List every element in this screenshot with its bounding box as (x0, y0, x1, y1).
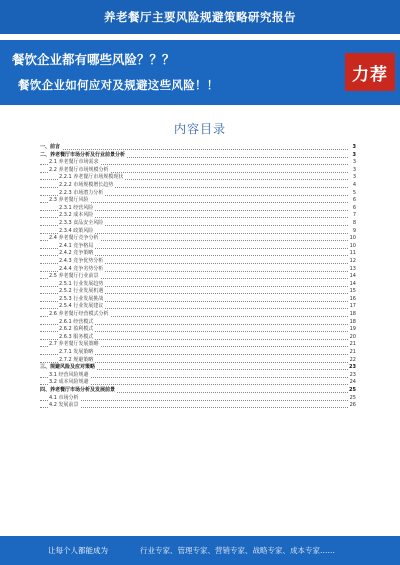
toc-entry-text: 2.2.1 养老餐厅市场规模现状 (59, 174, 124, 181)
toc-entry-text: 2.3.3 食品安全风险 (59, 219, 104, 226)
toc-entry[interactable] (40, 341, 356, 349)
toc-entry-page: 14 (349, 280, 356, 287)
toc-entry-page: 6 (352, 204, 356, 211)
toc-entry-page: 10 (349, 242, 356, 249)
toc-entry-text: 2.3 养老餐厅风险 (49, 197, 89, 204)
toc-leader (40, 407, 348, 408)
toc-entry-text: 2.5.1 行业发展趋势 (59, 280, 104, 287)
toc-entry-text: 一、前言 (40, 144, 61, 150)
toc-entry[interactable] (40, 288, 356, 296)
toc-entry-page: 22 (349, 356, 356, 363)
toc-leader (40, 400, 348, 401)
toc-entry-page: 7 (352, 212, 356, 219)
toc-entry-page: 11 (349, 250, 356, 257)
toc-entry-text: 2.2 养老餐厅市场规模分析 (49, 166, 109, 173)
toc-entry-page: 21 (349, 349, 356, 356)
toc-entry-text: 2.2.3 市场潜力分析 (59, 189, 104, 196)
toc-entry-page: 17 (349, 303, 356, 310)
toc-entry[interactable] (40, 326, 356, 334)
toc-entry-page: 3 (352, 174, 356, 181)
toc-entry-text: 2.4 养老餐厅竞争分析 (49, 235, 99, 242)
toc-entry-page: 4 (352, 181, 356, 188)
toc-entry[interactable] (40, 220, 356, 228)
toc-entry-page: 3 (352, 159, 356, 166)
toc-entry[interactable] (40, 174, 356, 182)
toc-entry-page: 6 (352, 197, 356, 204)
toc-leader (40, 149, 348, 150)
toc-entry-text: 4.2 发展前景 (49, 402, 79, 409)
toc-entry-page: 19 (349, 326, 356, 333)
toc-entry-text: 2.7.1 发展策略 (59, 349, 94, 356)
toc-entry-text: 2.6.3 服务模式 (59, 333, 94, 340)
toc-entry-page: 8 (352, 219, 356, 226)
footer-experts: 行业专家、管理专家、营销专家、战略专家、成本专家…… (140, 546, 335, 555)
toc-entry-page: 25 (349, 394, 356, 401)
toc-entry[interactable] (40, 144, 356, 152)
toc-entry[interactable] (40, 197, 356, 205)
toc-entry-text: 2.4.3 竞争优势分析 (59, 257, 104, 264)
toc-entry-page: 3 (352, 166, 356, 173)
banner-question-2: 餐饮企业如何应对及规避这些风险！！ (18, 78, 219, 92)
brand-badge (345, 53, 395, 91)
toc-entry[interactable] (40, 387, 356, 395)
toc-entry[interactable] (40, 379, 356, 387)
brand-badge-text: 力荐 (352, 64, 388, 85)
header-bar (0, 0, 400, 34)
toc-entry[interactable] (40, 395, 356, 403)
toc-entry-text: 2.6.2 盈利模式 (59, 326, 94, 333)
toc-title: 内容目录 (173, 122, 226, 136)
toc-entry-page: 3 (352, 144, 356, 150)
toc-entry-page: 26 (349, 402, 356, 409)
toc-entry-page: 9 (352, 227, 356, 234)
toc-entry-text: 2.3.4 政策风险 (59, 227, 94, 234)
toc-entry-text: 二、养老餐厅市场分析及行业前景分析 (40, 151, 126, 158)
toc-entry-text: 四、养老餐厅市场分析及发展前景 (40, 387, 116, 393)
toc-entry-page: 16 (349, 295, 356, 302)
toc-entry-page: 3 (352, 151, 356, 158)
toc-entry[interactable] (40, 235, 356, 243)
toc-entry-page: 5 (352, 189, 356, 196)
toc-entry[interactable] (40, 228, 356, 236)
toc-entry[interactable] (40, 349, 356, 357)
toc-entry-text: 2.5.3 行业发展挑战 (59, 295, 104, 302)
toc-entry[interactable] (40, 303, 356, 311)
toc-entry[interactable] (40, 364, 356, 372)
toc-entry-text: 3.1 经营风险规避 (49, 371, 89, 378)
toc-entry[interactable] (40, 273, 356, 281)
toc-entry-text: 2.6.1 经营模式 (59, 318, 94, 325)
toc-entry-page: 24 (349, 379, 356, 386)
toc-entry-text: 2.4.1 竞争格局 (59, 242, 94, 249)
toc-entry-text: 2.3.2 成本风险 (59, 212, 94, 219)
toc-entry-text: 2.2.2 市场规模增长趋势 (59, 181, 114, 188)
toc-entry-page: 15 (349, 288, 356, 295)
toc-entry[interactable] (40, 266, 356, 274)
toc-entry-text: 2.7 养老餐厅发展策略 (49, 341, 99, 348)
table-of-contents (40, 144, 356, 410)
toc-entry[interactable] (40, 159, 356, 167)
toc-entry-text: 2.5.4 行业发展建议 (59, 303, 104, 310)
toc-entry-text: 2.3.1 经营风险 (59, 204, 94, 211)
toc-entry-text: 3.2 成本风险规避 (49, 379, 89, 386)
toc-entry[interactable] (40, 212, 356, 220)
toc-entry-page: 18 (349, 318, 356, 325)
footer-bar (0, 536, 400, 565)
toc-entry-text: 2.1 养老餐厅市场需求 (49, 159, 99, 166)
toc-entry-text: 2.6 养老餐厅经营模式分析 (49, 311, 109, 318)
toc-entry[interactable] (40, 311, 356, 319)
toc-entry-page: 10 (349, 235, 356, 242)
toc-entry-page: 21 (349, 341, 356, 348)
question-banner (0, 40, 400, 105)
toc-entry-text: 2.5 养老餐厅行业前景 (49, 273, 99, 280)
toc-entry-page: 14 (349, 273, 356, 280)
toc-entry-text: 2.4.4 竞争劣势分析 (59, 265, 104, 272)
toc-entry[interactable] (40, 250, 356, 258)
toc-entry-text: 2.4.2 竞争策略 (59, 250, 94, 257)
toc-entry-text: 三、规避风险及应对策略 (40, 364, 96, 371)
report-title: 养老餐厅主要风险规避策略研究报告 (104, 10, 296, 24)
toc-entry[interactable] (40, 182, 356, 190)
toc-entry-page: 23 (349, 371, 356, 378)
footer-slogan: 让每个人都能成为 (48, 546, 108, 555)
toc-entry-text: 2.7.2 规避策略 (59, 356, 94, 363)
toc-entry[interactable] (40, 258, 356, 266)
banner-question-1: 餐饮企业都有哪些风险？？？ (12, 52, 175, 67)
toc-entry-text: 2.5.2 行业发展机遇 (59, 288, 104, 295)
toc-entry-page: 23 (349, 364, 356, 371)
toc-entry-page: 13 (349, 265, 356, 272)
toc-entry-page: 25 (349, 387, 356, 393)
toc-entry-page: 18 (349, 311, 356, 318)
toc-entry[interactable] (40, 402, 356, 410)
toc-entry-page: 12 (349, 257, 356, 264)
toc-entry-text: 4.1 市场分析 (49, 394, 79, 401)
toc-entry-page: 20 (349, 333, 356, 340)
